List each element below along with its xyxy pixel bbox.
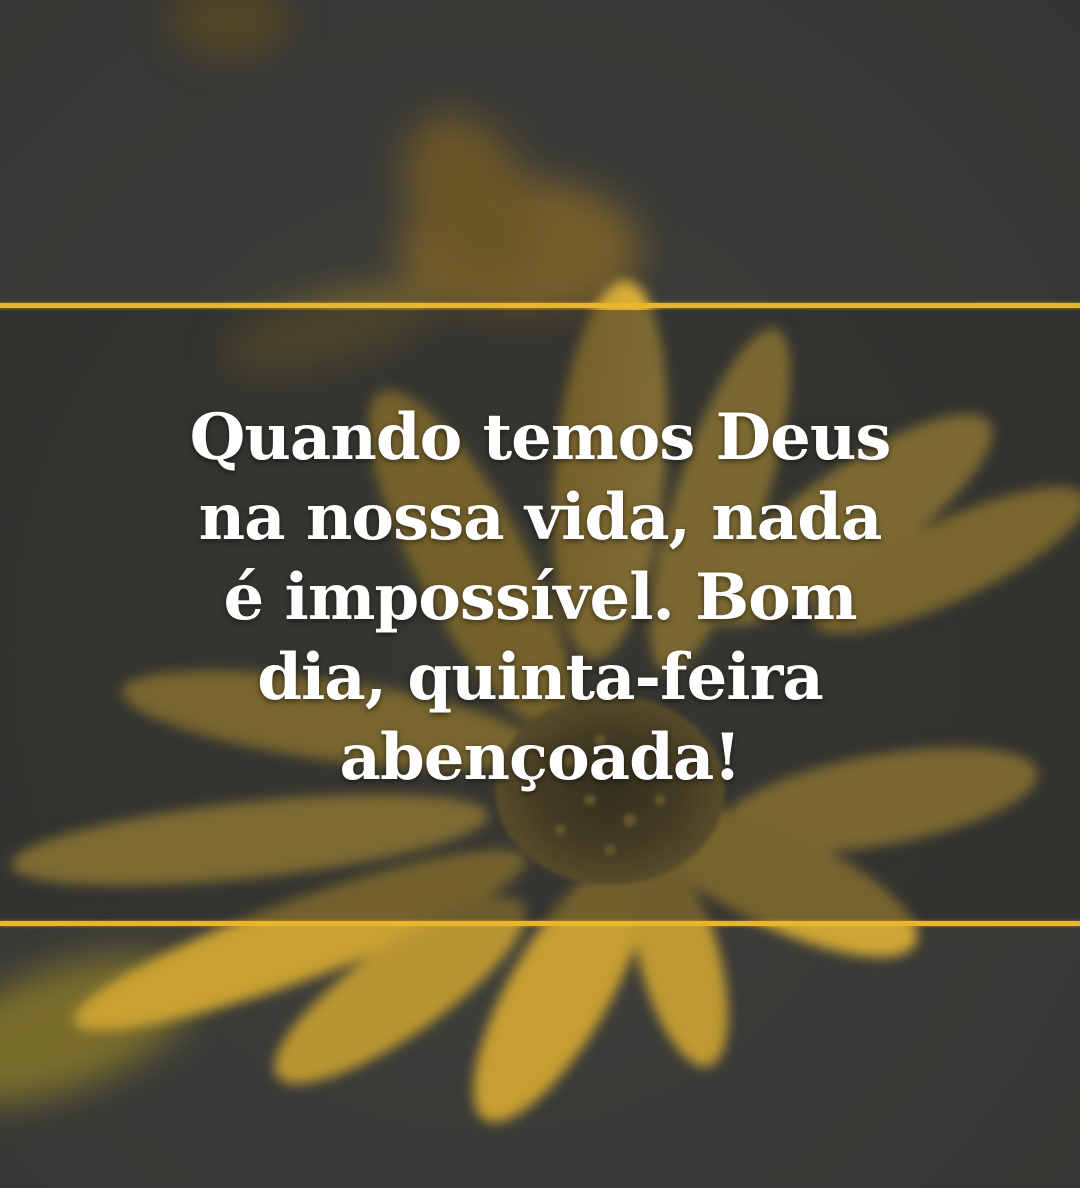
quote-line-5: abençoada! — [339, 720, 741, 795]
top-gold-line — [0, 303, 1080, 308]
quote-line-4: dia, quinta-feira — [257, 640, 823, 715]
quote-line-3: é impossível. Bom — [223, 560, 857, 635]
quote-text — [140, 398, 940, 798]
bottom-gold-line — [0, 921, 1080, 926]
quote-line-1: Quando temos Deus — [189, 400, 891, 475]
quote-line-2: na nossa vida, nada — [198, 480, 882, 555]
